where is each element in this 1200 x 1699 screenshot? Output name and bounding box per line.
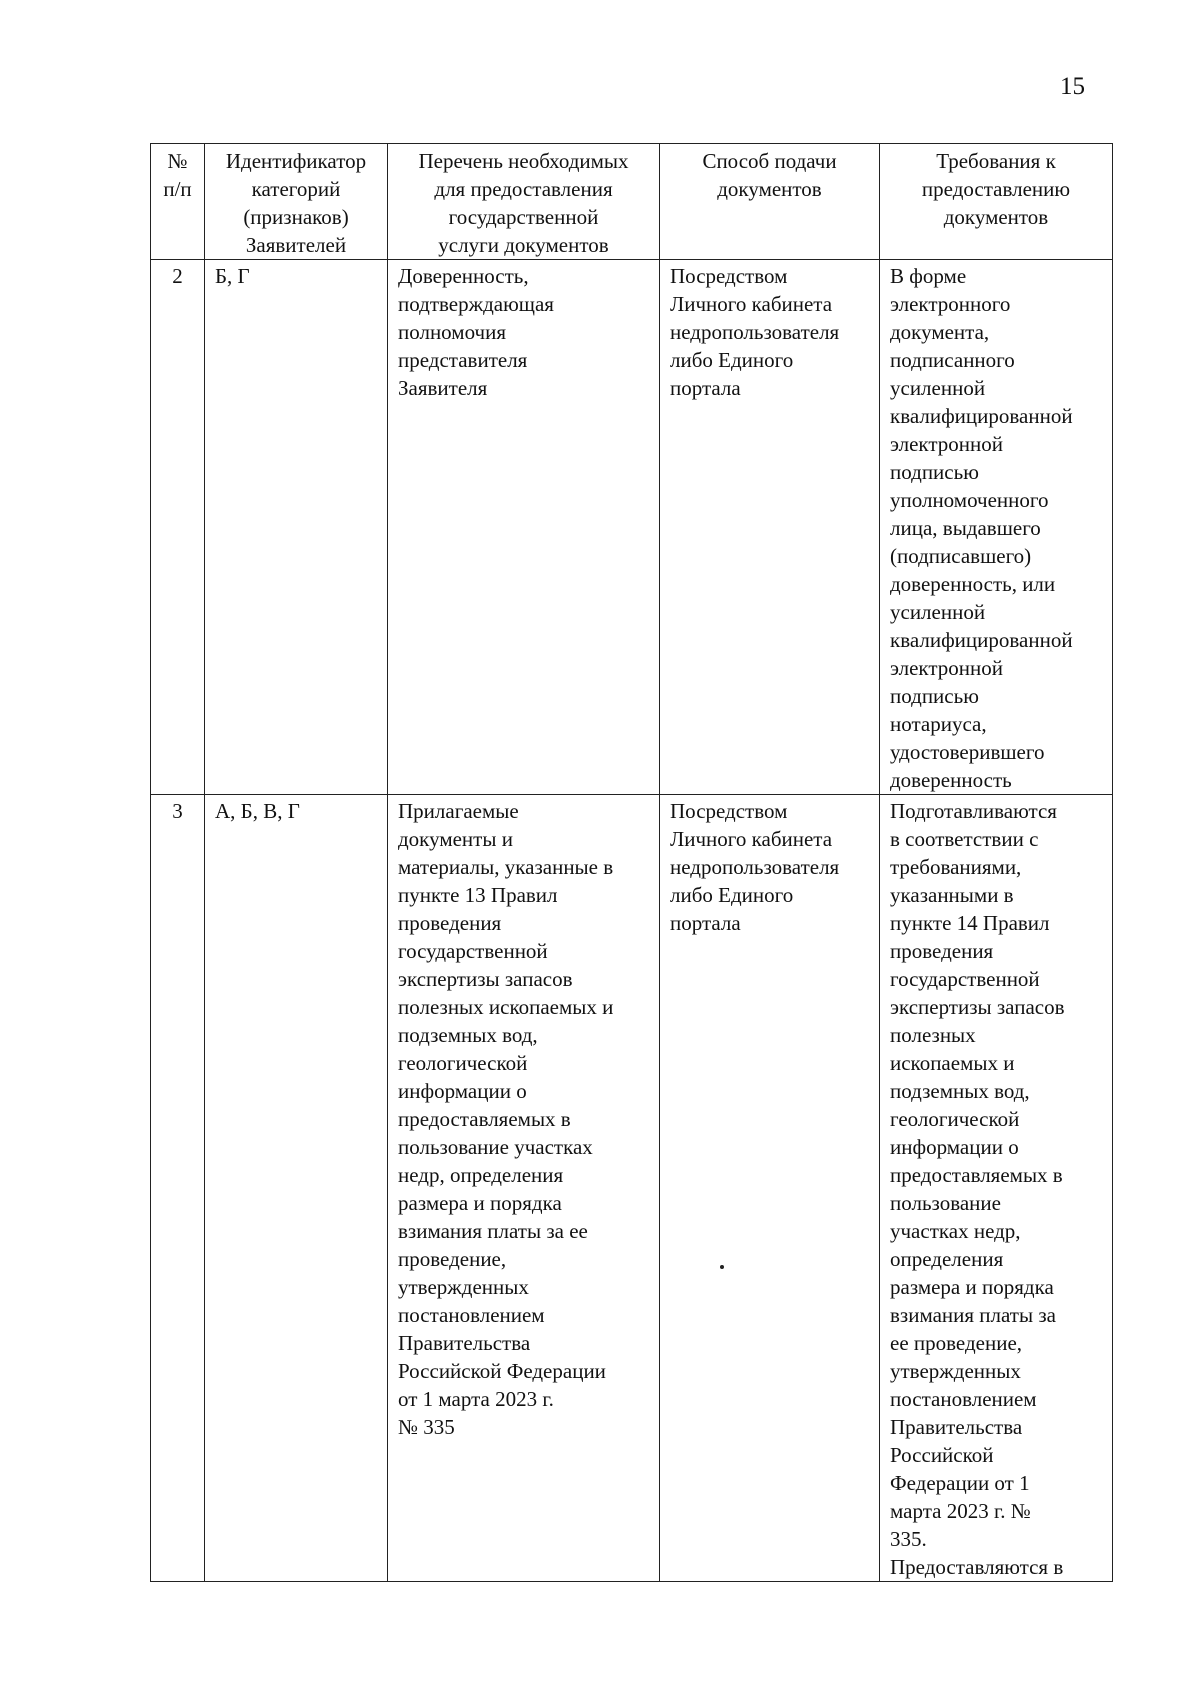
- header-category-identifier: Идентификатор категорий (признаков) Заявителей: [205, 144, 388, 260]
- documents-cell: Доверенность, подтверждающая полномочия представителя Заявителя: [388, 260, 660, 795]
- header-submission-method: Способ подачи документов: [660, 144, 880, 260]
- documents-table: [150, 143, 1113, 1582]
- row-number-cell: 2: [151, 260, 205, 795]
- page-number: 15: [1060, 73, 1085, 100]
- scan-artifact-dot: [720, 1265, 724, 1269]
- header-documents-list: Перечень необходимых для предоставления государственной услуги документов: [388, 144, 660, 260]
- table-row: [151, 260, 1113, 795]
- category-cell: А, Б, В, Г: [205, 795, 388, 1582]
- category-cell: Б, Г: [205, 260, 388, 795]
- row-number-cell: 3: [151, 795, 205, 1582]
- header-number: № п/п: [151, 144, 205, 260]
- documents-cell: Прилагаемые документы и материалы, указанные в пункте 13 Правил проведения государственной экспертизы запасов полезных ископаемых и подземных вод, геологической информации о предоставляемых в пользование участках недр, определения размера и порядка взимания платы за ее проведение, утвержденных постановлением Правительства Российской Федерации от 1 марта 2023 г. № 335: [388, 795, 660, 1582]
- method-cell: Посредством Личного кабинета недропользователя либо Единого портала: [660, 795, 880, 1582]
- table-header-row: [151, 144, 1113, 260]
- requirements-cell: Подготавливаются в соответствии с требованиями, указанными в пункте 14 Правил проведения государственной экспертизы запасов полезных ископаемых и подземных вод, геологической информации о предоставляемых в пользование участках недр, определения размера и порядка взимания платы за ее проведение, утвержденных постановлением Правительства Российской Федерации от 1 марта 2023 г. № 335. Предоставляются в: [880, 795, 1113, 1582]
- table-row: [151, 795, 1113, 1582]
- header-requirements: Требования к предоставлению документов: [880, 144, 1113, 260]
- method-cell: Посредством Личного кабинета недропользователя либо Единого портала: [660, 260, 880, 795]
- requirements-cell: В форме электронного документа, подписанного усиленной квалифицированной электронной подписью уполномоченного лица, выдавшего (подписавшего) доверенность, или усиленной квалифицированной электронной подписью нотариуса, удостоверившего доверенность: [880, 260, 1113, 795]
